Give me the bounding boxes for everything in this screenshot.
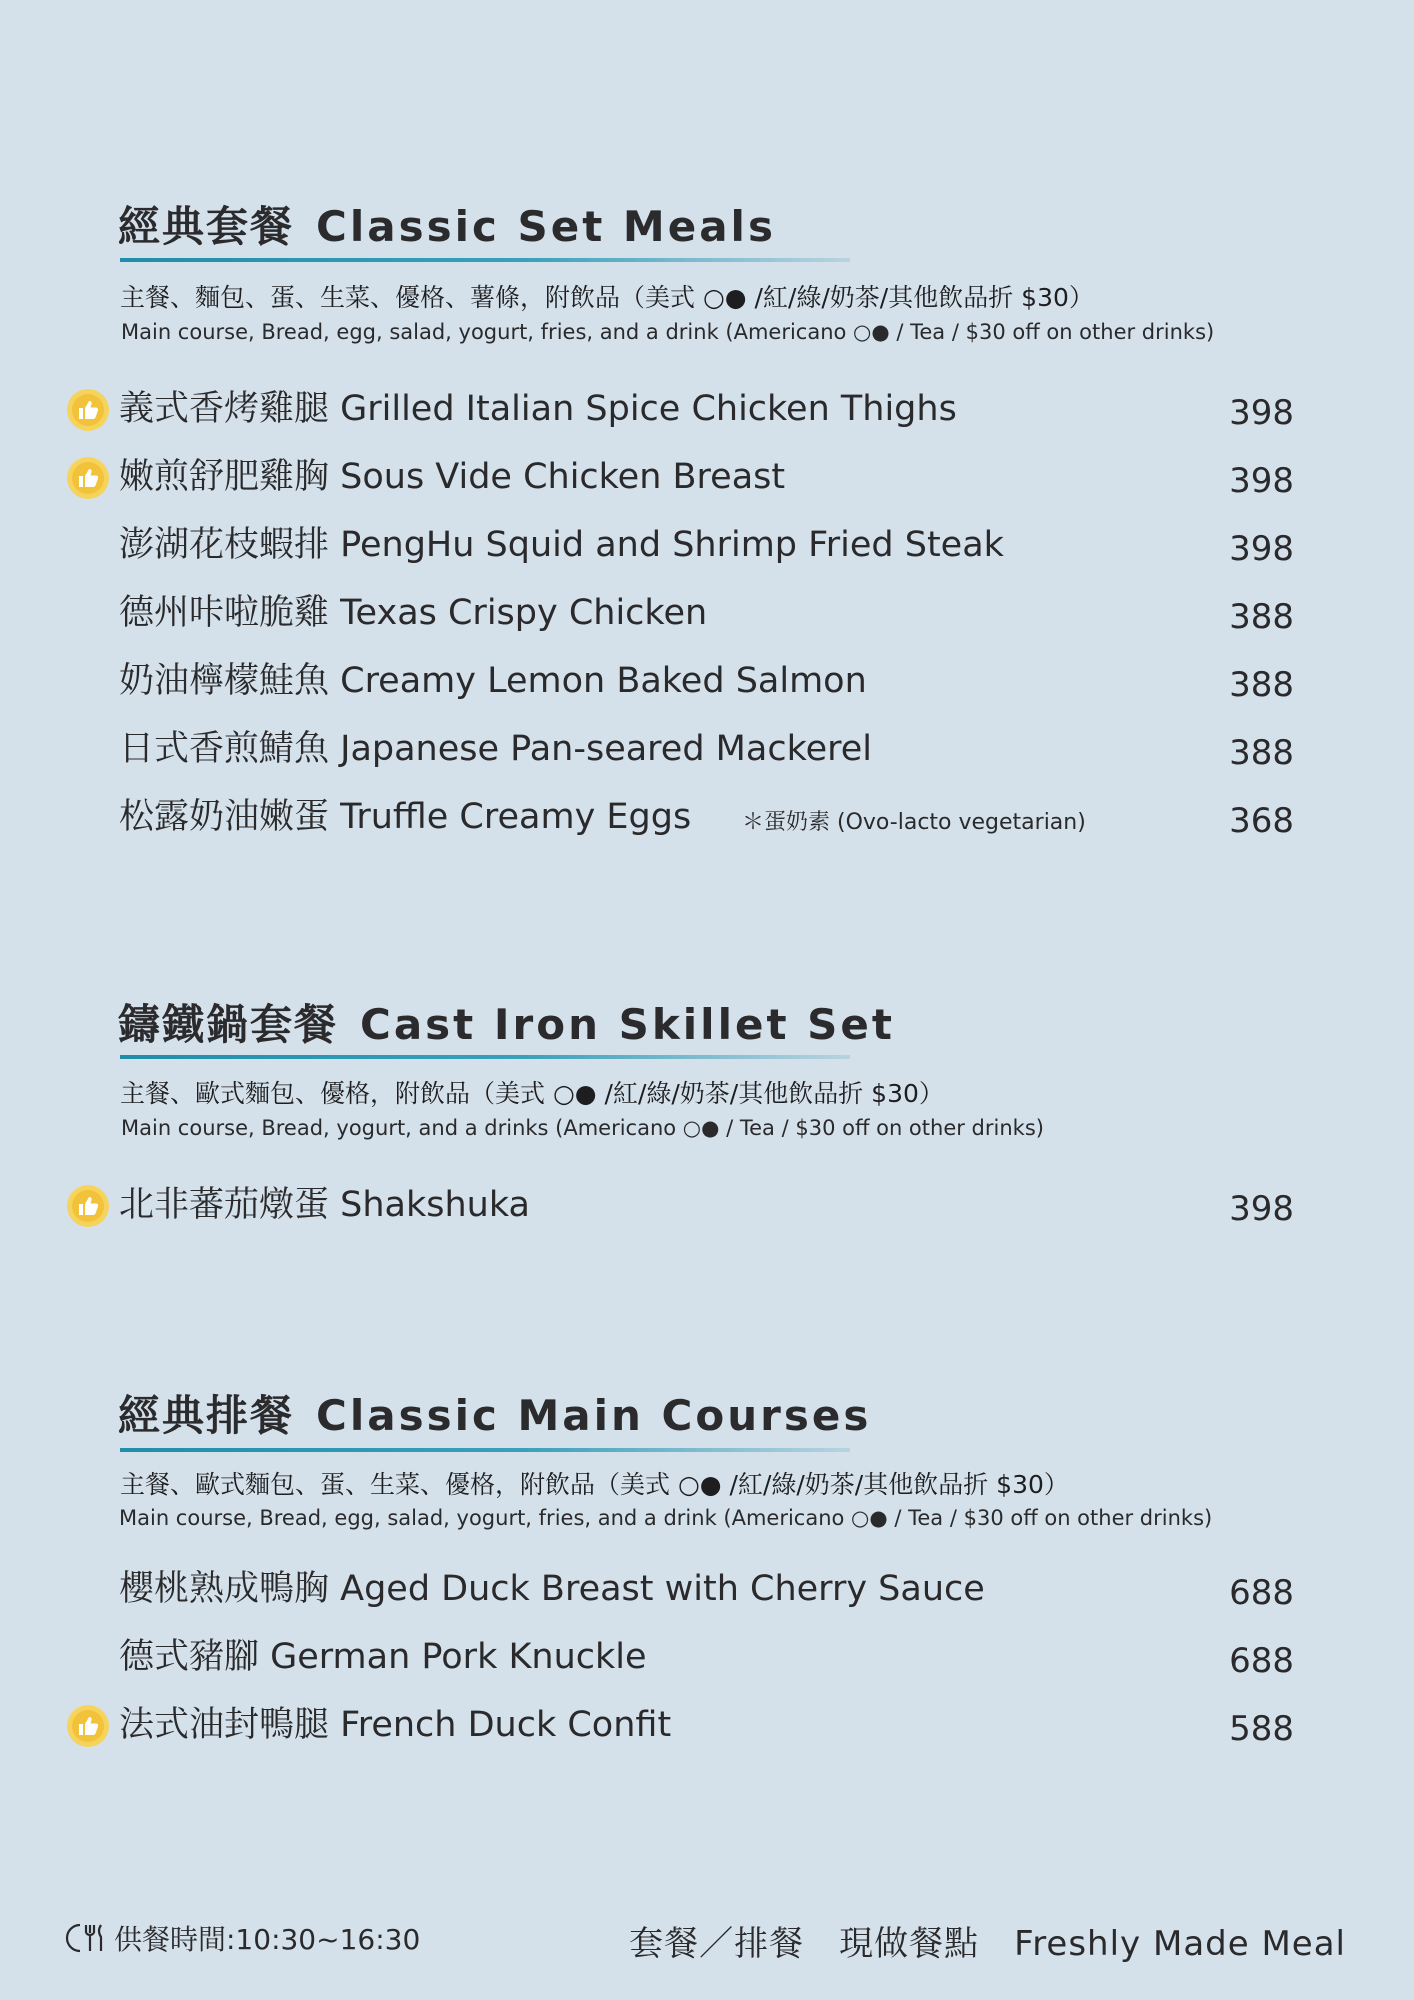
section-description-zh: 主餐、麵包、蛋、生菜、優格、薯條，附飲品（美式 ○● /紅/綠/奶茶/其他飲品折 $30） xyxy=(120,283,1094,312)
menu-item xyxy=(0,518,1414,574)
menu-item xyxy=(0,654,1414,710)
menu-item-name: 德州咔啦脆雞 Texas Crispy Chicken xyxy=(119,593,708,633)
section-title xyxy=(118,202,776,251)
menu-item-name: 澎湖花枝蝦排 PengHu Squid and Shrimp Fried Steak xyxy=(119,525,1004,565)
menu-item xyxy=(0,450,1414,506)
menu-item-name: 義式香烤雞腿 Grilled Italian Spice Chicken Thighs xyxy=(119,389,957,429)
section-title-en: Classic Set Meals xyxy=(316,202,776,251)
menu-item-price: 388 xyxy=(1229,665,1294,705)
section-title-zh: 鑄鐵鍋套餐 xyxy=(118,1000,339,1049)
menu-item xyxy=(0,1630,1414,1686)
menu-item-price: 398 xyxy=(1229,1189,1294,1229)
menu-item-price: 688 xyxy=(1229,1573,1294,1613)
section-title xyxy=(118,1000,895,1049)
thumbs-up-badge-icon xyxy=(66,456,110,500)
section-title-zh: 經典排餐 xyxy=(118,1391,295,1440)
menu-item-name: 奶油檸檬鮭魚 Creamy Lemon Baked Salmon xyxy=(119,661,867,701)
section-underline xyxy=(120,258,850,262)
section-description-zh: 主餐、歐式麵包、蛋、生菜、優格，附飲品（美式 ○● /紅/綠/奶茶/其他飲品折 $30） xyxy=(120,1470,1069,1499)
serving-hours: 供餐時間:10:30~16:30 xyxy=(114,1923,421,1956)
menu-item-name: 法式油封鴨腿 French Duck Confit xyxy=(119,1705,672,1745)
section-description-en: Main course, Bread, yogurt, and a drinks (Americano ○● / Tea / $30 off on other drinks) xyxy=(121,1116,1044,1140)
menu-item xyxy=(0,1698,1414,1754)
menu-item-price: 398 xyxy=(1229,461,1294,501)
footer-tagline: 套餐／排餐 現做餐點 Freshly Made Meal xyxy=(629,1924,1346,1964)
menu-item-price: 388 xyxy=(1229,597,1294,637)
menu-item-name: 櫻桃熟成鴨胸 Aged Duck Breast with Cherry Sauce xyxy=(119,1569,985,1609)
menu-item xyxy=(0,790,1414,846)
menu-item xyxy=(0,586,1414,642)
section-underline xyxy=(120,1055,850,1059)
section-title-zh: 經典套餐 xyxy=(118,202,295,251)
menu-item xyxy=(0,1562,1414,1618)
section-title-en: Cast Iron Skillet Set xyxy=(360,1000,895,1049)
menu-item-price: 388 xyxy=(1229,733,1294,773)
section-description-zh: 主餐、歐式麵包、優格，附飲品（美式 ○● /紅/綠/奶茶/其他飲品折 $30） xyxy=(120,1079,944,1108)
thumbs-up-badge-icon xyxy=(66,388,110,432)
menu-item-name: 德式豬腳 German Pork Knuckle xyxy=(119,1637,647,1677)
menu-item-price: 688 xyxy=(1229,1641,1294,1681)
menu-item-price: 398 xyxy=(1229,529,1294,569)
section-title-en: Classic Main Courses xyxy=(316,1391,872,1440)
menu-item xyxy=(0,1178,1414,1234)
menu-item-name: 北非蕃茄燉蛋 Shakshuka xyxy=(119,1185,530,1225)
menu-item-note: ＊蛋奶素 (Ovo-lacto vegetarian) xyxy=(742,810,1086,835)
section-description-en: Main course, Bread, egg, salad, yogurt, fries, and a drink (Americano ○● / Tea / $30 off on other drinks) xyxy=(121,320,1215,344)
menu-item-name: 嫩煎舒肥雞胸 Sous Vide Chicken Breast xyxy=(119,457,786,497)
thumbs-up-badge-icon xyxy=(66,1184,110,1228)
menu-item xyxy=(0,722,1414,778)
thumbs-up-badge-icon xyxy=(66,1704,110,1748)
section-underline xyxy=(120,1448,850,1452)
menu-item-name: 松露奶油嫩蛋 Truffle Creamy Eggs xyxy=(119,797,692,837)
section-description-en: Main course, Bread, egg, salad, yogurt, fries, and a drink (Americano ○● / Tea / $30 off on other drinks) xyxy=(119,1506,1213,1530)
menu-item-name: 日式香煎鯖魚 Japanese Pan-seared Mackerel xyxy=(119,729,872,769)
menu-item-price: 368 xyxy=(1229,801,1294,841)
cutlery-icon xyxy=(64,1921,108,1955)
menu-item xyxy=(0,382,1414,438)
section-title xyxy=(118,1391,872,1440)
footer-hours xyxy=(64,1918,420,1958)
menu-item-price: 588 xyxy=(1229,1709,1294,1749)
menu-item-price: 398 xyxy=(1229,393,1294,433)
